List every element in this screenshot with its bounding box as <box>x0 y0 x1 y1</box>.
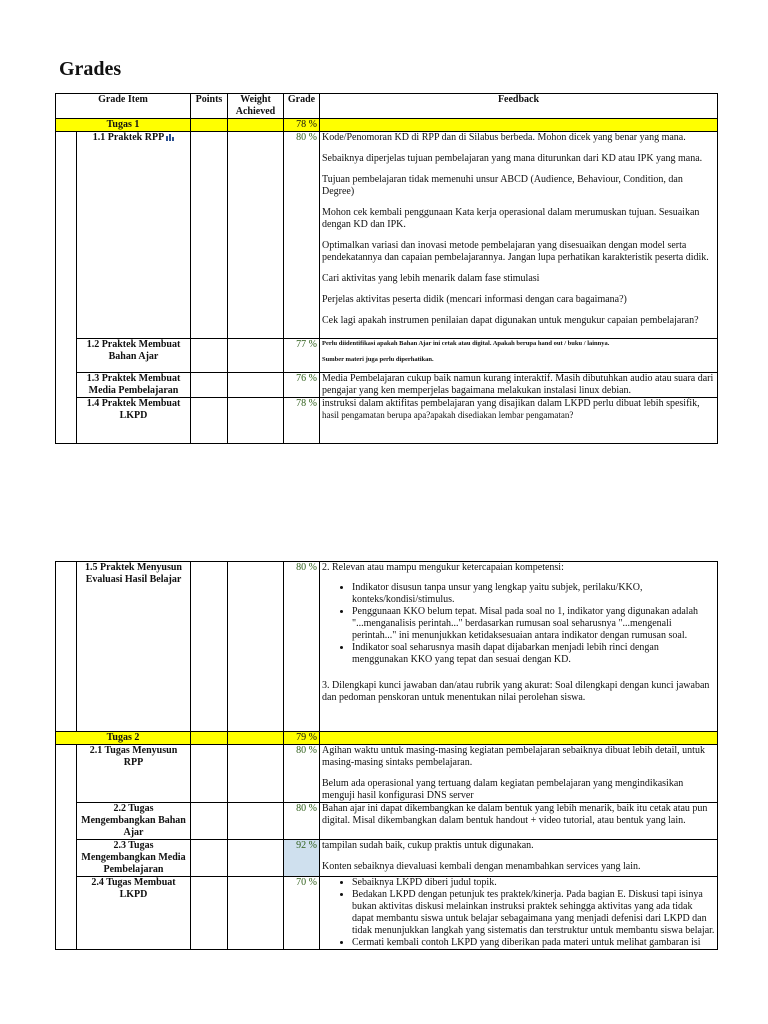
category-grade: 78 % <box>284 119 320 132</box>
grade-item-link[interactable]: 1.5 Praktek Menyusun Evaluasi Hasil Belajar <box>77 562 191 732</box>
grade-value: 80 % <box>284 562 320 732</box>
grade-item-link[interactable]: 1.3 Praktek Membuat Media Pembelajaran <box>77 373 191 398</box>
table-row <box>56 373 718 398</box>
grade-item-cell <box>77 132 191 339</box>
table-row <box>56 132 718 339</box>
header-feedback: Feedback <box>320 94 718 119</box>
grade-value: 92 % <box>284 840 320 877</box>
feedback-cell: Kode/Penomoran KD di RPP dan di Silabus berbeda. Mohon dicek yang benar yang mana. Sebaiknya diperjelas tujuan pembelajaran yang mana diturunkan dari KD atau IPK yang mana. Tujuan pembelajaran tidak memenuhi unsur ABCD (Audience, Behaviour, Condition, dan Degree) Mohon cek kembali penggunaan Kata kerja operasional dalam merumuskan tujuan. Sesuaikan dengan KD dan IPK. Optimalkan variasi dan inovasi metode pembelajaran yang disesuaikan dengan model serta pendekatannya dan capaian pembelajarannya. Jangan lupa perhatikan karakteristik peserta didik. Cari aktivitas yang lebih menarik dalam fase stimulasi Perjelas aktivitas peserta didik (mencari informasi dengan cara bagaimana?) Cek lagi apakah instrumen penilaian dapat digunakan untuk mengukur capaian pembelajaran? <box>320 132 718 339</box>
table-row <box>56 562 718 732</box>
grade-value: 70 % <box>284 877 320 950</box>
grade-item-link[interactable]: 2.3 Tugas Mengembangkan Media Pembelajaran <box>77 840 191 877</box>
feedback-cell: Agihan waktu untuk masing-masing kegiatan pembelajaran sebaiknya dibuat lebih detail, untuk masing-masing sintaks pembelajaran. Belum ada operasional yang tertuang dalam kegiatan pembelajaran yang mengindikasikan menguji hasil konfigurasi DNS server <box>320 745 718 803</box>
grade-value: 80 % <box>284 132 320 339</box>
grade-item-link[interactable]: 1.4 Praktek Membuat LKPD <box>77 398 191 444</box>
feedback-cell: Media Pembelajaran cukup baik namun kurang interaktif. Masih dibutuhkan audio atau suara dari pengajar yang ken memperjelas bagaimana melakukan instalasi linux debian. <box>320 373 718 398</box>
category-label: Tugas 1 <box>56 119 191 132</box>
table-row <box>56 803 718 840</box>
grade-item-link[interactable]: 2.1 Tugas Menyusun RPP <box>77 745 191 803</box>
chart-icon[interactable] <box>166 133 174 141</box>
table-row <box>56 745 718 803</box>
list-item: • Cermati kembali contoh LKPD yang diberikan pada materi untuk melihat gambaran isi <box>352 937 715 949</box>
feedback-cell: tampilan sudah baik, cukup praktis untuk digunakan. Konten sebaiknya dievaluasi kembali dengan menambahkan services yang lain. <box>320 840 718 877</box>
header-grade: Grade <box>284 94 320 119</box>
grades-table-1 <box>55 93 718 444</box>
grade-item-link[interactable]: 1.2 Praktek Membuat Bahan Ajar <box>77 339 191 373</box>
feedback-cell: 2. Relevan atau mampu mengukur ketercapaian kompetensi: • Indikator disusun tanpa unsur yang lengkap yaitu subjek, perilaku/KKO, konteks/kondisi/stimulus. • Penggunaan KKO belum tepat. Misal pada soal no 1, indikator yang digunakan adalah "...menganalisis perintah..." berdasarkan rumusan soal seharusnya "...mengenali perintah..." ini menunjukkan ketidaksesuaian antara indikator dengan rumusan soal. • Indikator soal seharusnya masih dapat dijabarkan menjadi lebih rinci dengan menggunakan KKO yang tepat dan sesuai dengan KD. 3. Dilengkapi kunci jawaban dan/atau rubrik yang akurat: Soal dilengkapi dengan kunci jawaban dan pedoman penskoran untuk menentukan nilai perolehan siswa. <box>320 562 718 732</box>
grade-item-link[interactable]: 2.4 Tugas Membuat LKPD <box>77 877 191 950</box>
table-row <box>56 339 718 373</box>
grade-item-link[interactable]: 2.2 Tugas Mengembangkan Bahan Ajar <box>77 803 191 840</box>
grade-value: 77 % <box>284 339 320 373</box>
list-item: • Sebaiknya LKPD diberi judul topik. <box>352 877 715 889</box>
category-row <box>56 119 718 132</box>
table-row <box>56 840 718 877</box>
list-item: • Penggunaan KKO belum tepat. Misal pada soal no 1, indikator yang digunakan adalah "...menganalisis perintah..." berdasarkan rumusan soal seharusnya "...mengenali perintah..." ini menunjukkan ketidaksesuaian antara indikator dengan rumusan soal. <box>352 606 715 642</box>
feedback-cell: instruksi dalam aktifitas pembelajaran yang disajikan dalam LKPD perlu dibuat lebih spesifik, hasil pengamatan berupa apa?apakah disediakan lembar pengamatan? <box>320 398 718 444</box>
page-title: Grades <box>59 58 122 80</box>
header-grade-item: Grade Item <box>56 94 191 119</box>
grade-value: 76 % <box>284 373 320 398</box>
feedback-cell: Bahan ajar ini dapat dikembangkan ke dalam bentuk yang lebih menarik, baik itu cetak atau pun digital. Misal dikembangkan dalam bentuk handout + video tutorial, atau bentuk yang lain. <box>320 803 718 840</box>
grade-value: 80 % <box>284 803 320 840</box>
list-item: • Bedakan LKPD dengan petunjuk tes praktek/kinerja. Pada bagian E. Diskusi tapi isinya bukan aktivitas diskusi melainkan instruksi praktek sehingga aktivitas yang ada tidak dapat membantu siswa untuk belajar sebagaimana yang menjadi defenisi dari LKPD dan tidak menunjukkan langkah yang sistematis dan terstruktur untuk membantu siswa belajar. <box>352 889 715 937</box>
header-points: Points <box>191 94 228 119</box>
table-row <box>56 398 718 444</box>
list-item: • Indikator soal seharusnya masih dapat dijabarkan menjadi lebih rinci dengan menggunakan KKO yang tepat dan sesuai dengan KD. <box>352 642 715 666</box>
list-item: • Indikator disusun tanpa unsur yang lengkap yaitu subjek, perilaku/KKO, konteks/kondisi/stimulus. <box>352 582 715 606</box>
grade-item-link[interactable]: 1.1 Praktek RPP <box>92 132 165 143</box>
table-row <box>56 877 718 950</box>
category-label: Tugas 2 <box>56 732 191 745</box>
category-grade: 79 % <box>284 732 320 745</box>
category-row <box>56 732 718 745</box>
header-weight: Weight Achieved <box>228 94 284 119</box>
grade-value: 80 % <box>284 745 320 803</box>
feedback-cell <box>320 877 718 950</box>
grades-table-2 <box>55 561 718 950</box>
feedback-cell: Perlu diidentifikasi apakah Bahan Ajar ini cetak atau digital. Apakah berupa hand out / buku / lainnya. Sumber materi juga perlu diperhatikan. <box>320 339 718 373</box>
grade-value: 78 % <box>284 398 320 444</box>
